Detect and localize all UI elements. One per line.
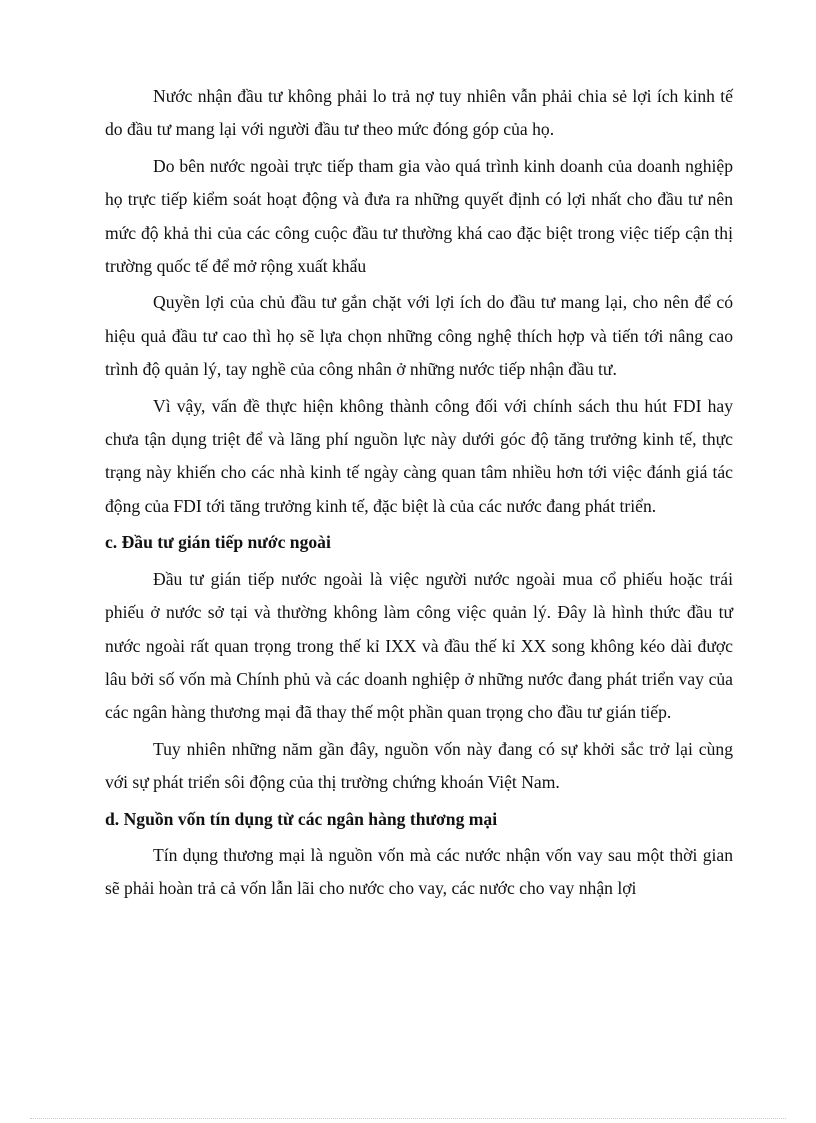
- paragraph: Tín dụng thương mại là nguồn vốn mà các nước nhận vốn vay sau một thời gian sẽ phải hoàn trả cả vốn lẫn lãi cho nước cho vay, các nước cho vay nhận lợi: [105, 844, 733, 899]
- page-bottom-divider: [30, 1118, 786, 1119]
- paragraph: Tuy nhiên những năm gần đây, nguồn vốn này đang có sự khởi sắc trở lại cùng với sự phát triển sôi động của thị trường chứng khoán Việt Nam.: [105, 738, 733, 793]
- paragraph: Vì vậy, vấn đề thực hiện không thành công đối với chính sách thu hút FDI hay chưa tận dụng triệt để và lãng phí nguồn lực này dưới góc độ tăng trưởng kinh tế, thực trạng này khiến cho các nhà kinh tế ngày càng quan tâm nhiều hơn tới việc đánh giá tác động của FDI tới tăng trưởng kinh tế, đặc biệt là của các nước đang phát triển.: [105, 395, 733, 516]
- paragraph: Nước nhận đầu tư không phải lo trả nợ tuy nhiên vẫn phải chia sẻ lợi ích kinh tế do đầu tư mang lại với người đầu tư theo mức đóng góp của họ.: [105, 86, 733, 140]
- paragraph: Quyền lợi của chủ đầu tư gắn chặt với lợi ích do đầu tư mang lại, cho nên để có hiệu quả đầu tư cao thì họ sẽ lựa chọn những công nghệ thích hợp và tiến tới nâng cao trình độ quản lý, tay nghề của công nhân ở những nước tiếp nhận đầu tư.: [105, 292, 733, 380]
- document-body: [105, 80, 733, 909]
- section-c-heading: c. Đầu tư gián tiếp nước ngoài: [105, 532, 331, 553]
- paragraph: Do bên nước ngoài trực tiếp tham gia vào quá trình kinh doanh của doanh nghiệp họ trực tiếp kiểm soát hoạt động và đưa ra những quyết định có lợi nhất cho đầu tư nên mức độ khả thi của các công cuộc đầu tư thường khá cao đặc biệt trong việc tiếp cận thị trường quốc tế để mở rộng xuất khẩu: [105, 155, 733, 277]
- paragraph: Đầu tư gián tiếp nước ngoài là việc người nước ngoài mua cổ phiếu hoặc trái phiếu ở nước sở tại và thường không làm công việc quản lý. Đây là hình thức đầu tư nước ngoài rất quan trọng trong thế kỉ IXX và đầu thế kỉ XX song không kéo dài được lâu bởi số vốn mà Chính phủ và các doanh nghiệp ở những nước đang phát triển vay của các ngân hàng thương mại đã thay thế một phần quan trọng cho đầu tư gián tiếp.: [105, 568, 733, 723]
- section-d-heading: d. Nguồn vốn tín dụng từ các ngân hàng thương mại: [105, 808, 498, 829]
